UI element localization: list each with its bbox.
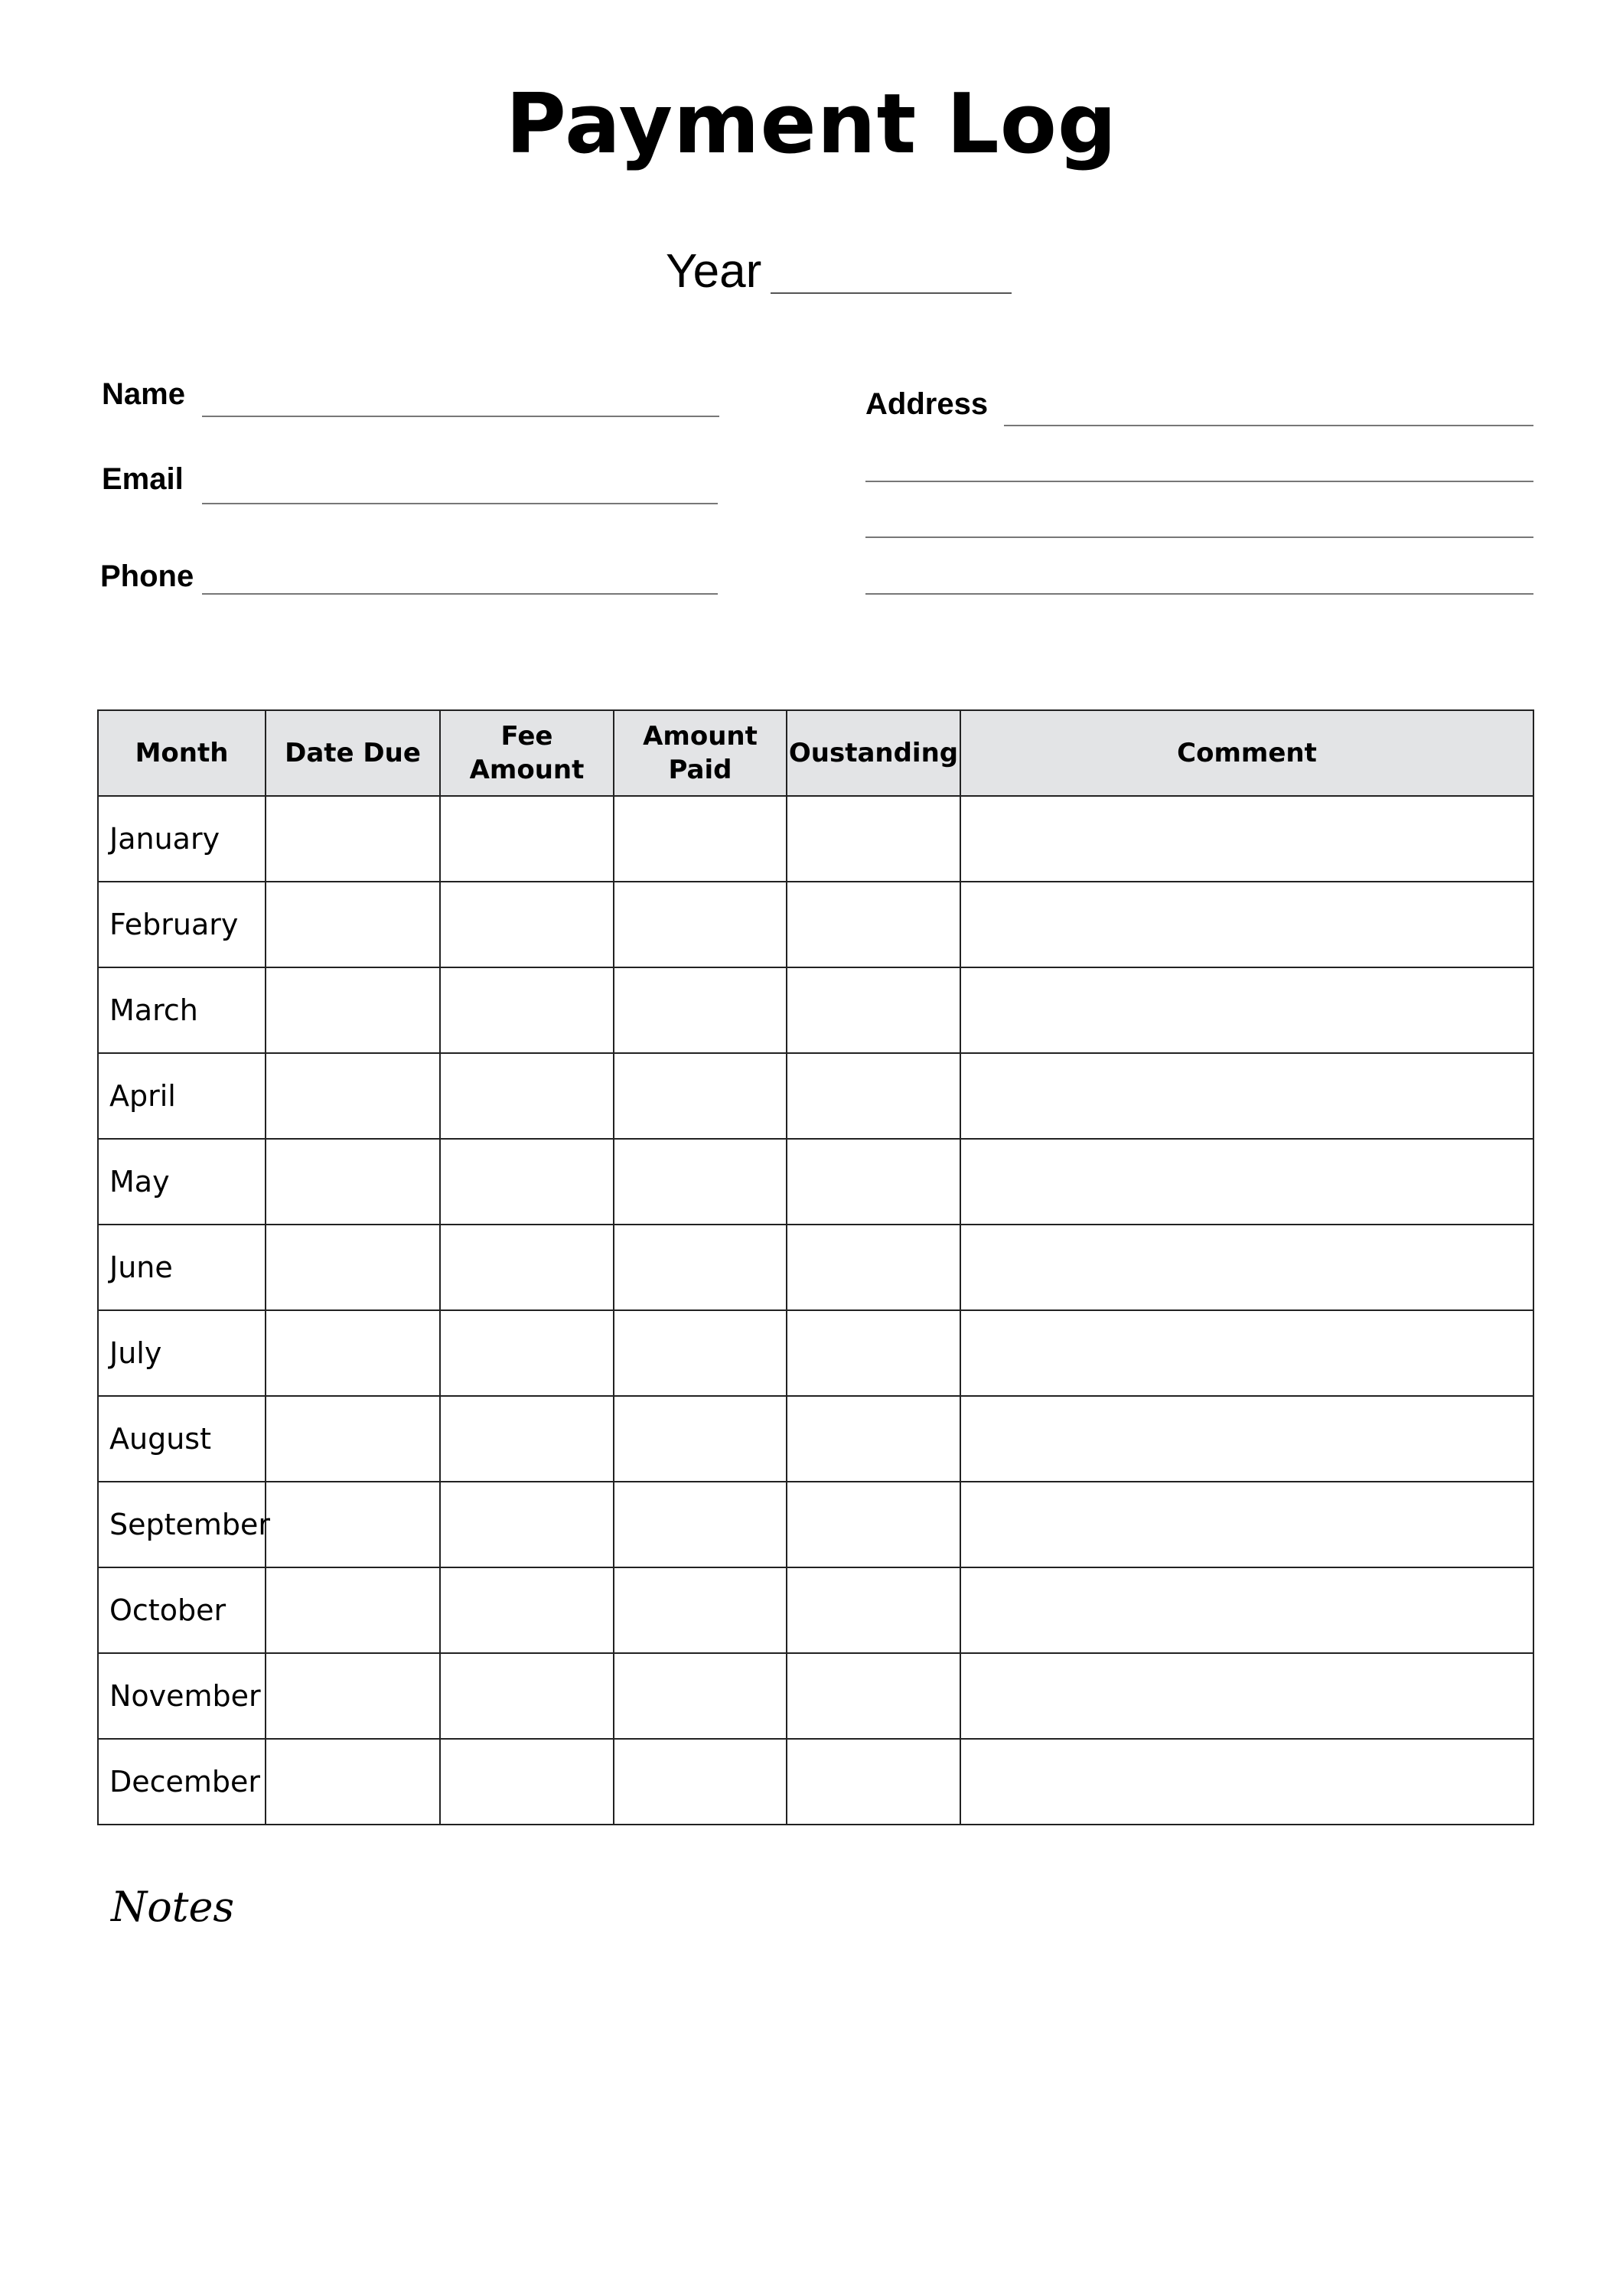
- year-field: [666, 237, 1012, 298]
- month-cell: September: [98, 1482, 266, 1567]
- outstanding-cell[interactable]: [787, 1310, 960, 1396]
- header-fee-amount: [440, 710, 614, 796]
- header-amount-paid: [614, 710, 787, 796]
- fee-amount-cell[interactable]: [440, 882, 614, 967]
- phone-input-line[interactable]: [202, 593, 718, 595]
- date-due-cell[interactable]: [266, 1739, 440, 1825]
- comment-cell[interactable]: [960, 967, 1533, 1053]
- date-due-cell[interactable]: [266, 1396, 440, 1482]
- date-due-cell[interactable]: [266, 967, 440, 1053]
- amount-paid-cell[interactable]: [614, 882, 787, 967]
- header-amount-paid-line2: Paid: [668, 755, 732, 785]
- year-label: Year: [666, 245, 762, 298]
- month-cell: October: [98, 1567, 266, 1653]
- date-due-cell[interactable]: [266, 1310, 440, 1396]
- year-input-line[interactable]: [771, 285, 1012, 294]
- date-due-cell[interactable]: [266, 1225, 440, 1310]
- email-label: Email: [102, 462, 184, 496]
- outstanding-cell[interactable]: [787, 1653, 960, 1739]
- date-due-cell[interactable]: [266, 1482, 440, 1567]
- fee-amount-cell[interactable]: [440, 1396, 614, 1482]
- payment-log-table: [97, 709, 1534, 1825]
- amount-paid-cell[interactable]: [614, 796, 787, 882]
- comment-cell[interactable]: [960, 882, 1533, 967]
- fee-amount-cell[interactable]: [440, 1053, 614, 1139]
- table-row: [98, 1567, 1533, 1653]
- month-cell: June: [98, 1225, 266, 1310]
- outstanding-cell[interactable]: [787, 1482, 960, 1567]
- table-row: [98, 882, 1533, 967]
- fee-amount-cell[interactable]: [440, 967, 614, 1053]
- month-cell: December: [98, 1739, 266, 1825]
- header-fee-amount-line2: Amount: [469, 755, 585, 785]
- fee-amount-cell[interactable]: [440, 796, 614, 882]
- date-due-cell[interactable]: [266, 1567, 440, 1653]
- outstanding-cell[interactable]: [787, 1053, 960, 1139]
- fee-amount-cell[interactable]: [440, 1482, 614, 1567]
- name-input-line[interactable]: [202, 416, 719, 417]
- comment-cell[interactable]: [960, 1310, 1533, 1396]
- month-cell: July: [98, 1310, 266, 1396]
- comment-cell[interactable]: [960, 1567, 1533, 1653]
- month-cell: April: [98, 1053, 266, 1139]
- table-row: [98, 1482, 1533, 1567]
- address-label: Address: [865, 387, 989, 421]
- table-row: [98, 1653, 1533, 1739]
- amount-paid-cell[interactable]: [614, 1396, 787, 1482]
- outstanding-cell[interactable]: [787, 796, 960, 882]
- amount-paid-cell[interactable]: [614, 1567, 787, 1653]
- fee-amount-cell[interactable]: [440, 1653, 614, 1739]
- table-row: [98, 1139, 1533, 1225]
- date-due-cell[interactable]: [266, 796, 440, 882]
- month-cell: August: [98, 1396, 266, 1482]
- month-cell: February: [98, 882, 266, 967]
- table-row: [98, 1396, 1533, 1482]
- date-due-cell[interactable]: [266, 882, 440, 967]
- address-input-line-2[interactable]: [865, 481, 1533, 482]
- fee-amount-cell[interactable]: [440, 1139, 614, 1225]
- comment-cell[interactable]: [960, 1139, 1533, 1225]
- month-cell: March: [98, 967, 266, 1053]
- comment-cell[interactable]: [960, 1653, 1533, 1739]
- month-cell: November: [98, 1653, 266, 1739]
- date-due-cell[interactable]: [266, 1139, 440, 1225]
- amount-paid-cell[interactable]: [614, 967, 787, 1053]
- notes-label: Notes: [111, 1883, 235, 1931]
- table-header-row: [98, 710, 1533, 796]
- comment-cell[interactable]: [960, 1739, 1533, 1825]
- header-fee-amount-line1: Fee: [500, 721, 553, 752]
- comment-cell[interactable]: [960, 1053, 1533, 1139]
- amount-paid-cell[interactable]: [614, 1225, 787, 1310]
- header-comment: Comment: [960, 710, 1533, 796]
- comment-cell[interactable]: [960, 796, 1533, 882]
- address-input-line-4[interactable]: [865, 593, 1533, 595]
- month-cell: January: [98, 796, 266, 882]
- name-label: Name: [102, 377, 185, 411]
- table-row: [98, 1053, 1533, 1139]
- outstanding-cell[interactable]: [787, 882, 960, 967]
- comment-cell[interactable]: [960, 1396, 1533, 1482]
- fee-amount-cell[interactable]: [440, 1310, 614, 1396]
- header-outstanding: Oustanding: [787, 710, 960, 796]
- table-row: [98, 1739, 1533, 1825]
- outstanding-cell[interactable]: [787, 967, 960, 1053]
- amount-paid-cell[interactable]: [614, 1739, 787, 1825]
- fee-amount-cell[interactable]: [440, 1225, 614, 1310]
- outstanding-cell[interactable]: [787, 1739, 960, 1825]
- outstanding-cell[interactable]: [787, 1396, 960, 1482]
- email-input-line[interactable]: [202, 503, 718, 504]
- table-row: [98, 967, 1533, 1053]
- address-input-line-1[interactable]: [1004, 425, 1533, 426]
- amount-paid-cell[interactable]: [614, 1653, 787, 1739]
- page-title: Payment Log: [505, 77, 1118, 172]
- amount-paid-cell[interactable]: [614, 1482, 787, 1567]
- amount-paid-cell[interactable]: [614, 1310, 787, 1396]
- table-row: [98, 1225, 1533, 1310]
- comment-cell[interactable]: [960, 1225, 1533, 1310]
- outstanding-cell[interactable]: [787, 1225, 960, 1310]
- address-input-line-3[interactable]: [865, 536, 1533, 538]
- table-row: [98, 796, 1533, 882]
- phone-label: Phone: [100, 559, 194, 593]
- amount-paid-cell[interactable]: [614, 1053, 787, 1139]
- table-row: [98, 1310, 1533, 1396]
- outstanding-cell[interactable]: [787, 1139, 960, 1225]
- month-cell: May: [98, 1139, 266, 1225]
- fee-amount-cell[interactable]: [440, 1567, 614, 1653]
- date-due-cell[interactable]: [266, 1653, 440, 1739]
- header-amount-paid-line1: Amount: [643, 721, 758, 752]
- header-month: Month: [98, 710, 266, 796]
- date-due-cell[interactable]: [266, 1053, 440, 1139]
- amount-paid-cell[interactable]: [614, 1139, 787, 1225]
- header-date-due: Date Due: [266, 710, 440, 796]
- fee-amount-cell[interactable]: [440, 1739, 614, 1825]
- comment-cell[interactable]: [960, 1482, 1533, 1567]
- outstanding-cell[interactable]: [787, 1567, 960, 1653]
